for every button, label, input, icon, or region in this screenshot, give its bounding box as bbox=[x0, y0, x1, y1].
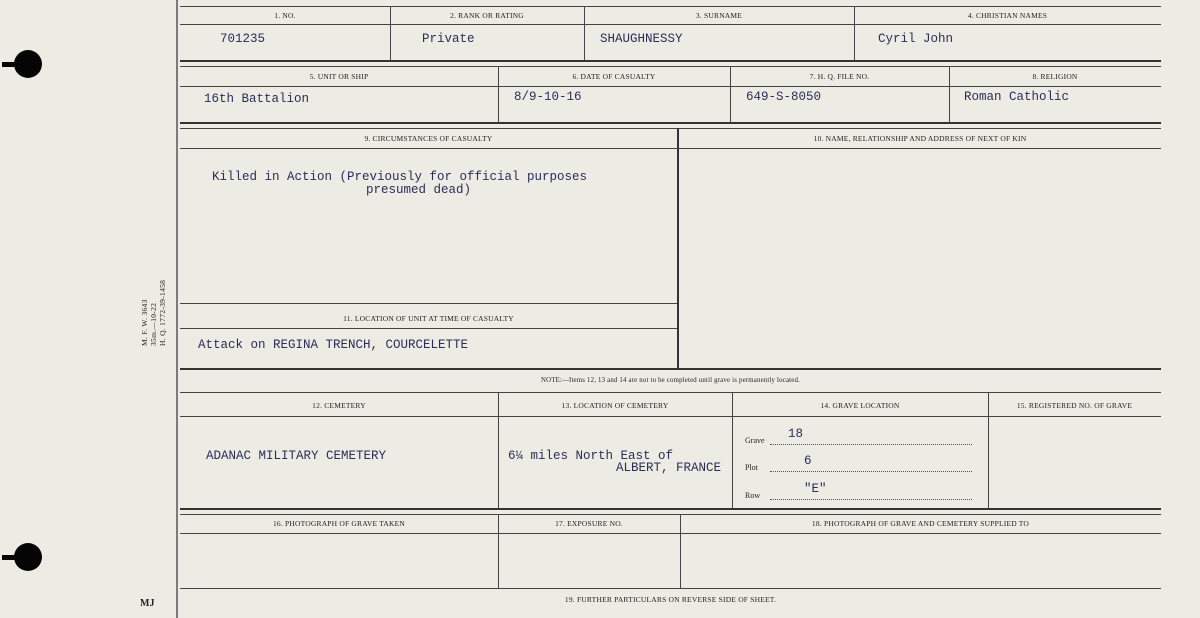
grave-dotted-line bbox=[770, 444, 972, 445]
field-label-religion: 8. RELIGION bbox=[1032, 72, 1078, 81]
form-code bbox=[140, 280, 167, 346]
cemetery-location-line-1: 6¼ miles North East of bbox=[508, 449, 674, 463]
regimental-number: 701235 bbox=[220, 32, 266, 46]
field-label-number: 1. NO. bbox=[274, 11, 296, 20]
row-field-label: Row bbox=[745, 491, 761, 500]
cemetery-location-line-2: ALBERT, FRANCE bbox=[616, 461, 722, 475]
field-label-photograph-supplied: 18. PHOTOGRAPH OF GRAVE AND CEMETERY SUPPLIED TO bbox=[811, 519, 1030, 528]
binder-hole-bottom-tab bbox=[2, 555, 20, 560]
field-label-unit-location: 11. LOCATION OF UNIT AT TIME OF CASUALTY bbox=[343, 314, 514, 323]
form-code-line-2: 35m.—10-22 bbox=[149, 302, 158, 346]
left-margin-rule bbox=[176, 0, 178, 618]
completion-note: NOTE:—Items 12, 13 and 14 are not to be completed until grave is permanently located. bbox=[541, 377, 800, 384]
field-label-unit: 5. UNIT OR SHIP bbox=[309, 72, 369, 81]
rule bbox=[180, 6, 1161, 7]
plot-dotted-line bbox=[770, 471, 972, 472]
row-value: "E" bbox=[804, 482, 827, 496]
christian-names-value: Cyril John bbox=[878, 32, 954, 46]
field-label-rank: 2. RANK OR RATING bbox=[450, 11, 524, 20]
rule bbox=[180, 24, 1161, 25]
rule bbox=[180, 86, 1161, 87]
field-label-grave-location: 14. GRAVE LOCATION bbox=[820, 401, 900, 410]
rule bbox=[180, 128, 1161, 129]
unit-location-value: Attack on REGINA TRENCH, COURCELETTE bbox=[198, 338, 469, 352]
field-label-cemetery: 12. CEMETERY bbox=[312, 401, 366, 410]
form-code-line-3: H. Q. 1772-39-1458 bbox=[158, 279, 167, 346]
plot-field-label: Plot bbox=[745, 463, 758, 472]
rule bbox=[180, 122, 1161, 124]
rule bbox=[180, 66, 1161, 67]
rule bbox=[180, 508, 1161, 510]
field-label-surname: 3. SURNAME bbox=[695, 11, 743, 20]
rule bbox=[180, 514, 1161, 515]
field-label-photograph-taken: 16. PHOTOGRAPH OF GRAVE TAKEN bbox=[272, 519, 406, 528]
grave-value: 18 bbox=[788, 427, 804, 441]
religion-value: Roman Catholic bbox=[964, 90, 1070, 104]
rule bbox=[180, 148, 1161, 149]
rule bbox=[677, 128, 679, 368]
rank-value: Private bbox=[422, 32, 475, 46]
field-label-circumstances: 9. CIRCUMSTANCES OF CASUALTY bbox=[364, 134, 493, 143]
clerk-initials: MJ bbox=[140, 598, 155, 609]
circumstances-line-2: presumed dead) bbox=[366, 183, 472, 197]
rule bbox=[180, 533, 1161, 534]
field-label-christian-names: 4. CHRISTIAN NAMES bbox=[967, 11, 1048, 20]
grave-field-label: Grave bbox=[745, 436, 765, 445]
row-dotted-line bbox=[770, 499, 972, 500]
rule bbox=[180, 328, 677, 329]
unit-value: 16th Battalion bbox=[204, 92, 310, 106]
circumstances-line-1: Killed in Action (Previously for official purposes bbox=[212, 170, 588, 184]
field-label-exposure-no: 17. EXPOSURE NO. bbox=[555, 519, 623, 528]
cemetery-value: ADANAC MILITARY CEMETERY bbox=[206, 449, 387, 463]
binder-hole-top-tab bbox=[2, 62, 20, 67]
rule bbox=[180, 368, 1161, 370]
rule bbox=[180, 392, 1161, 393]
rule bbox=[180, 416, 1161, 417]
field-label-registered-grave-no: 15. REGISTERED NO. OF GRAVE bbox=[1016, 401, 1133, 410]
plot-value: 6 bbox=[804, 454, 812, 468]
field-label-date: 6. DATE OF CASUALTY bbox=[572, 72, 656, 81]
surname-value: SHAUGHNESSY bbox=[600, 32, 683, 46]
date-of-casualty-value: 8/9-10-16 bbox=[514, 90, 582, 104]
rule bbox=[180, 60, 1161, 62]
file-number-value: 649-S-8050 bbox=[746, 90, 822, 104]
further-particulars-footer: 19. FURTHER PARTICULARS ON REVERSE SIDE OF SHEET. bbox=[564, 595, 777, 604]
form-code-line-1: M. F. W. 3643 bbox=[140, 299, 149, 346]
field-label-cemetery-location: 13. LOCATION OF CEMETERY bbox=[561, 401, 669, 410]
rule bbox=[180, 303, 677, 304]
rule bbox=[180, 588, 1161, 589]
field-label-next-of-kin: 10. NAME, RELATIONSHIP AND ADDRESS OF NEXT OF KIN bbox=[813, 134, 1027, 143]
field-label-file-no: 7. H. Q. FILE NO. bbox=[809, 72, 870, 81]
